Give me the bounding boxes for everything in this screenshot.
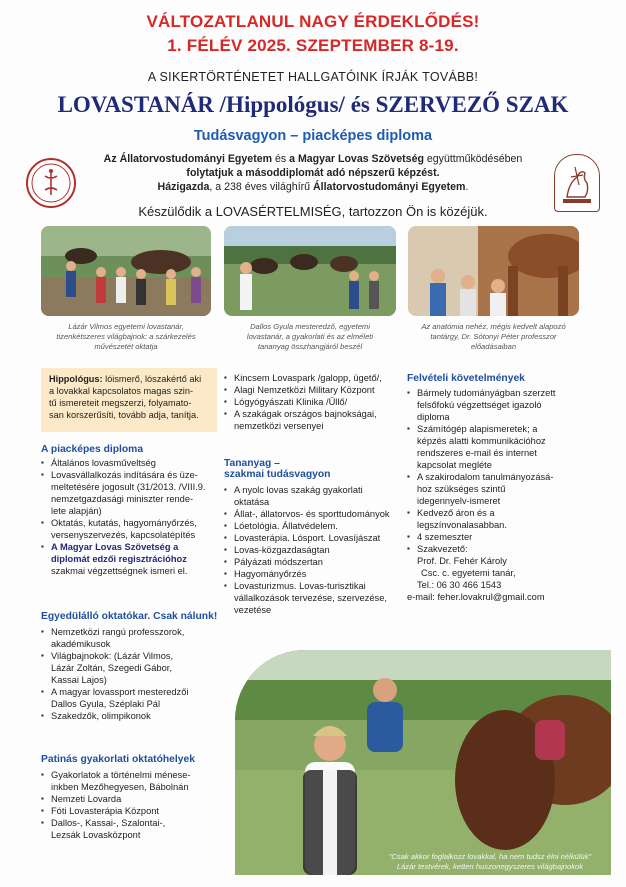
list-item: ▪ Bármely tudományágban szerzett felsőfokú végzettséget igazoló diploma [407,387,607,423]
section-title: Egyedülálló oktatókar. Csak nálunk! [41,611,218,622]
section-title: Felvételi követelmények [407,373,525,384]
list-item: ▪ Szakvezető: Prof. Dr. Fehér Károly Csc. c. egyetemi tanár, Tel.: 06 30 466 1543 e-mail: feher.lovakrul@gmail.com [407,543,607,603]
list-item: ▪ Számítógép alapismeretek; a képzés alatti kommunikációhoz rendszeres e-mail és internet kapcsolat megléte [407,423,607,471]
list-item: ▪ Lovasterápia. Lósport. Lovasíjászat [224,532,404,544]
intro-line-1: Az Állatorvostudományi Egyetem és a Magyar Lovas Szövetség együttműködésében [103,153,523,165]
list-item: ▪ Dallos-, Kassai-, Szalontai-, Lezsák Lovasközpont [41,817,227,841]
list-item: ▪ Gyakorlatok a történelmi ménese- inkben Mezőhegyesen, Bábolnán [41,769,227,793]
list-item: ▪ Oktatás, kutatás, hagyományőrzés, versenyszervezés, kapcsolatépítés [41,517,227,541]
list-item: ▪ Világbajnokok: (Lázár Vilmos, Lázár Zoltán, Szegedi Gábor, Kassai Lajos) [41,650,227,686]
section-title: A piacképes diploma [41,444,144,455]
caption-photo-3: Az anatómia nehéz, mégis kedvelt alapozó tantárgy, Dr. Sótonyi Péter professzor előadásaiban [421,322,566,351]
faculty-section [41,611,227,722]
list-item: ▪ A Magyar Lovas Szövetség a diplomát edzői regisztrációhoz szakmai végzettségnek ismeri el. [41,541,227,577]
list-item: ▪ A szakirodalom tanulmányozásá- hoz szükséges szintű idegennyelv-ismeret [407,471,607,507]
headline-1: VÁLTOZATLANUL NAGY ÉRDEKLŐDÉS! [146,12,480,31]
list-item: ▪ Lovas-közgazdaságtan [224,544,404,556]
requirements-list [407,387,607,543]
practice-locations-section [41,754,227,841]
list-item: ▪ Nemzetközi rangú professzorok, akadémikusok [41,626,227,650]
list-item: ▪ Hagyományőrzés [224,568,404,580]
list-item: ▪ Fóti Lovasterápia Központ [41,805,227,817]
tagline: A SIKERTÖRTÉNETET HALLGATÓINK ÍRJÁK TOVÁBB! [147,70,479,84]
slogan: Készülődik a LOVASÉRTELMISÉG, tartozzon Ön is közéjük. [138,204,488,219]
list-item: ▪ A szakágak országos bajnokságai, nemzetközi versenyei [224,408,404,432]
headline-2: 1. FÉLÉV 2025. SZEPTEMBER 8-19. [167,36,459,55]
list-item: ▪ Lógyógyászati Klinika /Üllő/ [224,396,404,408]
list-item: ▪ Általános lovasműveltség [41,457,227,469]
list-item: ▪ Kincsem Lovaspark /galopp, ügető/, [224,372,404,384]
admission-section [407,373,607,603]
marketable-diploma-section [41,444,227,577]
curriculum-list [224,484,404,616]
intro-line-2: folytatjuk a másoddiplomát adó népszerű képzést. [186,167,440,179]
photo-lazar-brothers-carriage [235,650,611,875]
curriculum-section [224,458,404,616]
list-item: ▪ Nemzeti Lovarda [41,793,227,805]
list-item: ▪ Lovasvállalkozás indítására és üze- meltetésére jogosult (31/2013. /VIII.9. nemzetgazdasági miniszter rende- lete alapján) [41,469,227,517]
list-item: ▪ 4 szemeszter [407,531,607,543]
caption-photo-2: Dallos Gyula mesteredző, egyetemi lovastanár, a gyakorlati és az elméleti tananyag összhangjáról beszél [246,322,374,351]
intro-line-3: Házigazda, a 238 éves világhírű Állatorvostudományi Egyetem. [157,181,469,193]
quote: "Csak akkor foglalkozz lovakkal, ha nem tudsz élni nélkülük" Lázár testvérek, ketten huszonegyszeres világbajnokok [388,852,592,871]
photo-anatomy-lecture [408,226,579,316]
list-item: ▪ Lóetológia. Állatvédelem. [224,520,404,532]
list-item: ▪ Pályázati módszertan [224,556,404,568]
section-title: Patinás gyakorlati oktatóhelyek [41,754,195,765]
list-item: ▪ Kedvező áron és a legszínvonalasabban. [407,507,607,531]
list-item: ▪ Állat-, állatorvos- és sporttudományok [224,508,404,520]
list-item: ▪ A nyolc lovas szakág gyakorlati oktatása [224,484,404,508]
subtitle: Tudásvagyon – piacképes diploma [193,128,433,144]
caption-photo-1: Lázár Vilmos egyetemi lovastanár, tizenkétszeres világbajnok: a szárkezelés művészetét oktatja [56,322,196,351]
photo-gyula-dallos [224,226,396,316]
section-title: Tananyag – [224,458,280,469]
program-title: LOVASTANÁR /Hippológus/ és SZERVEZŐ SZAK [57,92,569,117]
list-item: ▪ Lovasturizmus. Lovas-turisztikai vállalkozások tervezése, szervezése, vezetése [224,580,404,616]
contact-email: e-mail: feher.lovakrul@gmail.com [407,592,545,602]
list-item: ▪ A magyar lovassport mesteredzői Dallos Gyula, Széplaki Pál [41,686,227,710]
list-item: ▪ Szakedzők, olimpikonok [41,710,227,722]
list-item: ▪ Alagi Nemzetközi Military Központ [224,384,404,396]
hippologus-definition-box: Hippológus: lóismerő, lószakértő aki a lovakkal kapcsolatos magas szin- tű ismereteit megszerzi, folyamato- san korszerűsíti, tovább adja, tanítja. [41,368,217,432]
section-title: szakmai tudásvagyon [224,469,331,480]
venues-list [224,372,404,432]
photo-vilmos-lazar [41,226,211,316]
